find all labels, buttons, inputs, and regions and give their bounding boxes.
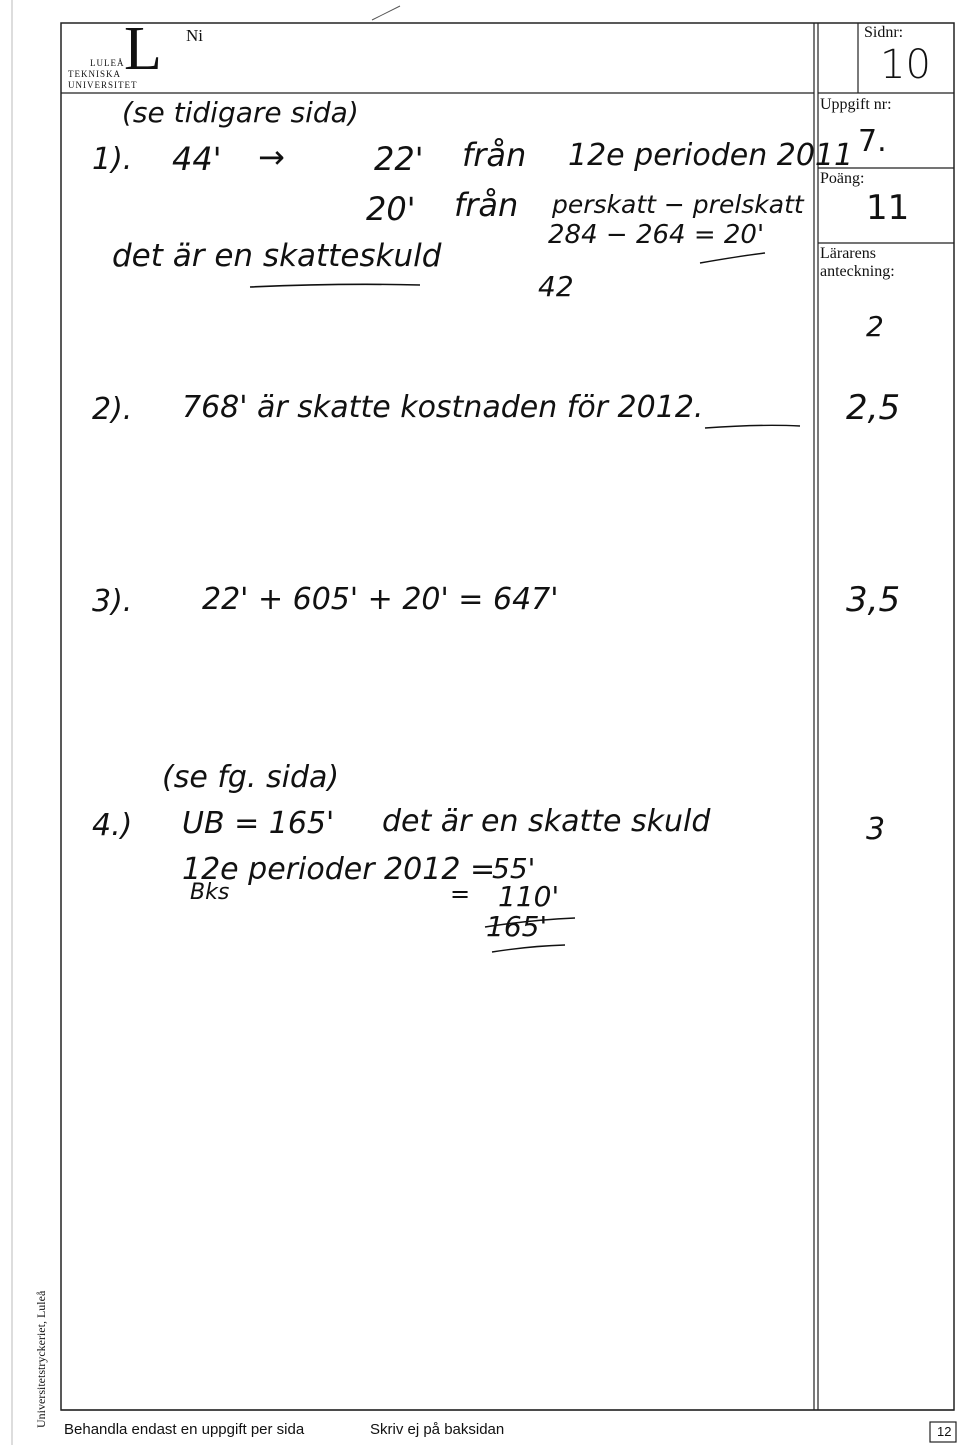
answer2-number: 2). (92, 392, 133, 427)
answer4-conclusion: det är en skatte skuld (382, 804, 711, 839)
answer1-conclusion: det är en skatteskuld (112, 238, 442, 274)
answer1-value-22: 22' (374, 140, 424, 178)
logo-letter: L (124, 15, 162, 83)
answer4-bks: Bks (190, 880, 230, 905)
footer-instruction-right: Skriv ej på baksidan (370, 1421, 505, 1438)
answer1-number: 1). (92, 142, 133, 177)
footer-instruction-left: Behandla endast en uppgift per sida (64, 1421, 305, 1438)
printer-credit-text: Universitetstryckeriet, Luleå (34, 1290, 48, 1428)
answer4-ub: UB = 165' (182, 806, 335, 841)
answer3-number: 3). (92, 584, 133, 619)
answer1-value-20: 20' (366, 190, 416, 228)
answer1-period: 12e perioden 2011 (568, 138, 854, 173)
logo-line1: LULEÅ (90, 58, 125, 68)
sidnr-value: 10 (880, 42, 931, 88)
uppgift-value: 7. (858, 124, 887, 159)
lararens-label-1: Lärarens (820, 245, 876, 262)
footer-page-number: 12 (937, 1424, 952, 1439)
answer4-total: 165' (486, 910, 548, 943)
printer-credit (32, 1238, 48, 1428)
logo-line2: TEKNISKA (68, 69, 121, 79)
answer3-text: 22' + 605' + 20' = 647' (202, 582, 559, 617)
answer1-calc: 284 − 264 = 20' (548, 220, 765, 250)
answer4-note: (se fg. sida) (162, 760, 340, 795)
score-4: 3 (866, 812, 886, 847)
answer1-from-1: från (462, 136, 527, 174)
answer4-value-110: 110' (498, 880, 560, 913)
answer4-value-55: 55' (492, 852, 536, 885)
answer4-periods: 12e perioder 2012 = (182, 852, 496, 887)
answer1-arrow: → (258, 138, 285, 176)
lararens-label-2: anteckning: (820, 263, 895, 280)
uppgift-label: Uppgift nr: (820, 96, 892, 113)
poang-value: 11 (866, 188, 910, 228)
university-logo (66, 15, 186, 94)
score-3: 3,5 (846, 580, 901, 620)
sidnr-label: Sidnr: (864, 24, 904, 41)
answer1-from-2: från (454, 186, 519, 224)
score-1: 2 (866, 310, 884, 343)
score-2: 2,5 (846, 388, 901, 428)
answer4-number: 4.) (92, 808, 133, 843)
poang-label: Poäng: (820, 170, 865, 187)
name-label: Ni (186, 26, 203, 45)
answer4-equals: = (450, 880, 471, 908)
answer1-note: (se tidigare sida) (122, 96, 359, 129)
answer2-text: 768' är skatte kostnaden för 2012. (182, 390, 704, 425)
answer1-sum: 42 (538, 270, 574, 303)
answer1-tax-terms: perskatt − prelskatt (552, 190, 804, 219)
logo-line3: UNIVERSITET (68, 80, 138, 90)
answer1-value-44: 44' (172, 140, 222, 178)
